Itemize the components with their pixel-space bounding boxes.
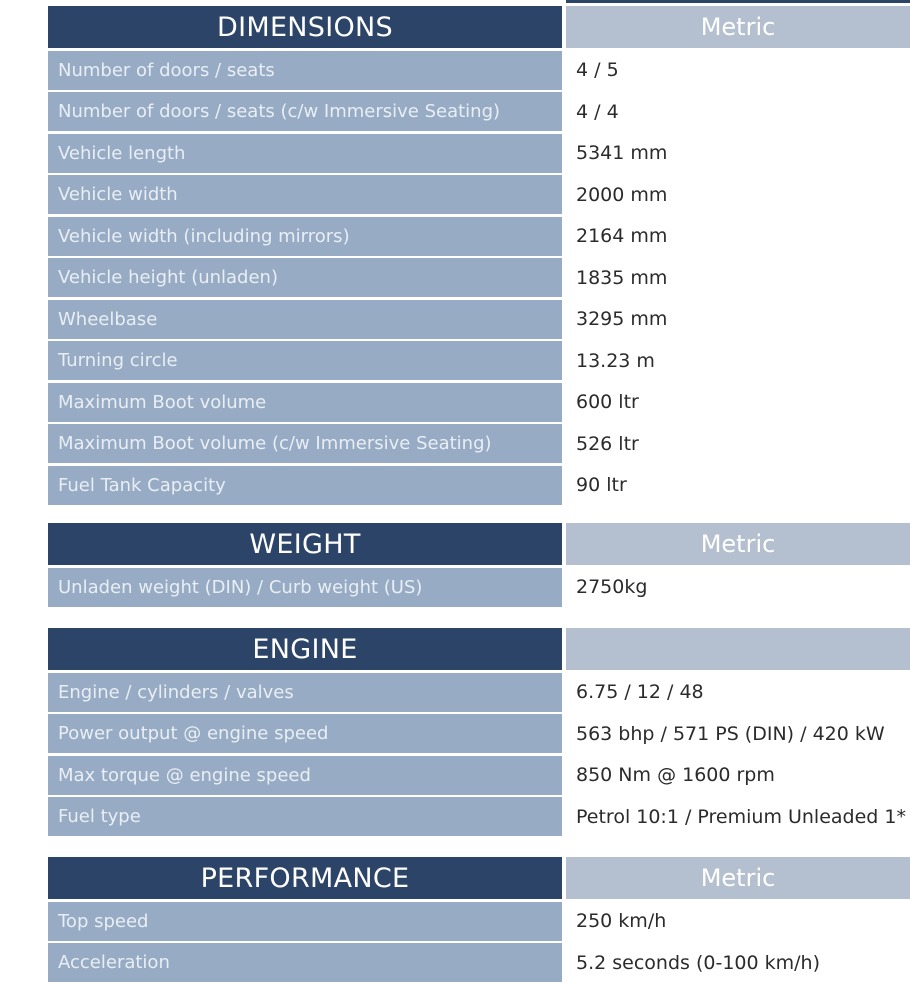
table-row	[48, 134, 910, 173]
row-value: 13.23 m	[566, 341, 910, 380]
table-row	[48, 714, 910, 753]
performance-title: PERFORMANCE	[48, 857, 562, 899]
row-value: 5341 mm	[566, 134, 910, 173]
performance-unit-header: Metric	[566, 857, 910, 899]
row-label: Turning circle	[48, 341, 562, 380]
table-row	[48, 943, 910, 982]
row-value: 2750kg	[566, 568, 910, 607]
row-value: 4 / 4	[566, 92, 910, 131]
row-label: Vehicle length	[48, 134, 562, 173]
weight-title: WEIGHT	[48, 523, 562, 565]
row-value: 2000 mm	[566, 175, 910, 214]
table-row	[48, 797, 910, 836]
row-label: Wheelbase	[48, 300, 562, 339]
row-value: 850 Nm @ 1600 rpm	[566, 756, 910, 795]
weight-section	[48, 523, 910, 607]
dimensions-title: DIMENSIONS	[48, 6, 562, 48]
row-label: Acceleration	[48, 943, 562, 982]
engine-header	[48, 628, 910, 670]
row-label: Unladen weight (DIN) / Curb weight (US)	[48, 568, 562, 607]
row-value: Petrol 10:1 / Premium Unleaded 1*	[566, 797, 910, 836]
table-row	[48, 673, 910, 712]
row-value: 90 ltr	[566, 466, 910, 505]
row-label: Power output @ engine speed	[48, 714, 562, 753]
row-label: Vehicle height (unladen)	[48, 258, 562, 297]
row-label: Vehicle width	[48, 175, 562, 214]
weight-header	[48, 523, 910, 565]
table-row	[48, 258, 910, 297]
table-row	[48, 217, 910, 256]
performance-header	[48, 857, 910, 899]
table-row	[48, 300, 910, 339]
table-row	[48, 568, 910, 607]
engine-section	[48, 628, 910, 836]
row-value: 600 ltr	[566, 383, 910, 422]
row-value: 6.75 / 12 / 48	[566, 673, 910, 712]
table-row	[48, 424, 910, 463]
row-label: Top speed	[48, 902, 562, 941]
table-row	[48, 756, 910, 795]
row-label: Fuel Tank Capacity	[48, 466, 562, 505]
row-value: 563 bhp / 571 PS (DIN) / 420 kW	[566, 714, 910, 753]
table-row	[48, 902, 910, 941]
row-label: Engine / cylinders / valves	[48, 673, 562, 712]
table-row	[48, 175, 910, 214]
table-row	[48, 51, 910, 90]
row-label: Max torque @ engine speed	[48, 756, 562, 795]
table-row	[48, 341, 910, 380]
table-row	[48, 92, 910, 131]
row-label: Number of doors / seats	[48, 51, 562, 90]
dimensions-section	[48, 6, 910, 505]
row-label: Maximum Boot volume (c/w Immersive Seating)	[48, 424, 562, 463]
row-label: Number of doors / seats (c/w Immersive Seating)	[48, 92, 562, 131]
performance-section	[48, 857, 910, 982]
row-value: 2164 mm	[566, 217, 910, 256]
row-value: 5.2 seconds (0-100 km/h)	[566, 943, 910, 982]
dimensions-header	[48, 6, 910, 48]
row-label: Vehicle width (including mirrors)	[48, 217, 562, 256]
row-value: 526 ltr	[566, 424, 910, 463]
row-value: 3295 mm	[566, 300, 910, 339]
table-row	[48, 383, 910, 422]
row-label: Fuel type	[48, 797, 562, 836]
engine-title: ENGINE	[48, 628, 562, 670]
table-row	[48, 466, 910, 505]
row-value: 250 km/h	[566, 902, 910, 941]
top-rule	[566, 0, 910, 3]
row-label: Maximum Boot volume	[48, 383, 562, 422]
row-value: 1835 mm	[566, 258, 910, 297]
engine-unit-header	[566, 628, 910, 670]
row-value: 4 / 5	[566, 51, 910, 90]
dimensions-unit-header: Metric	[566, 6, 910, 48]
weight-unit-header: Metric	[566, 523, 910, 565]
